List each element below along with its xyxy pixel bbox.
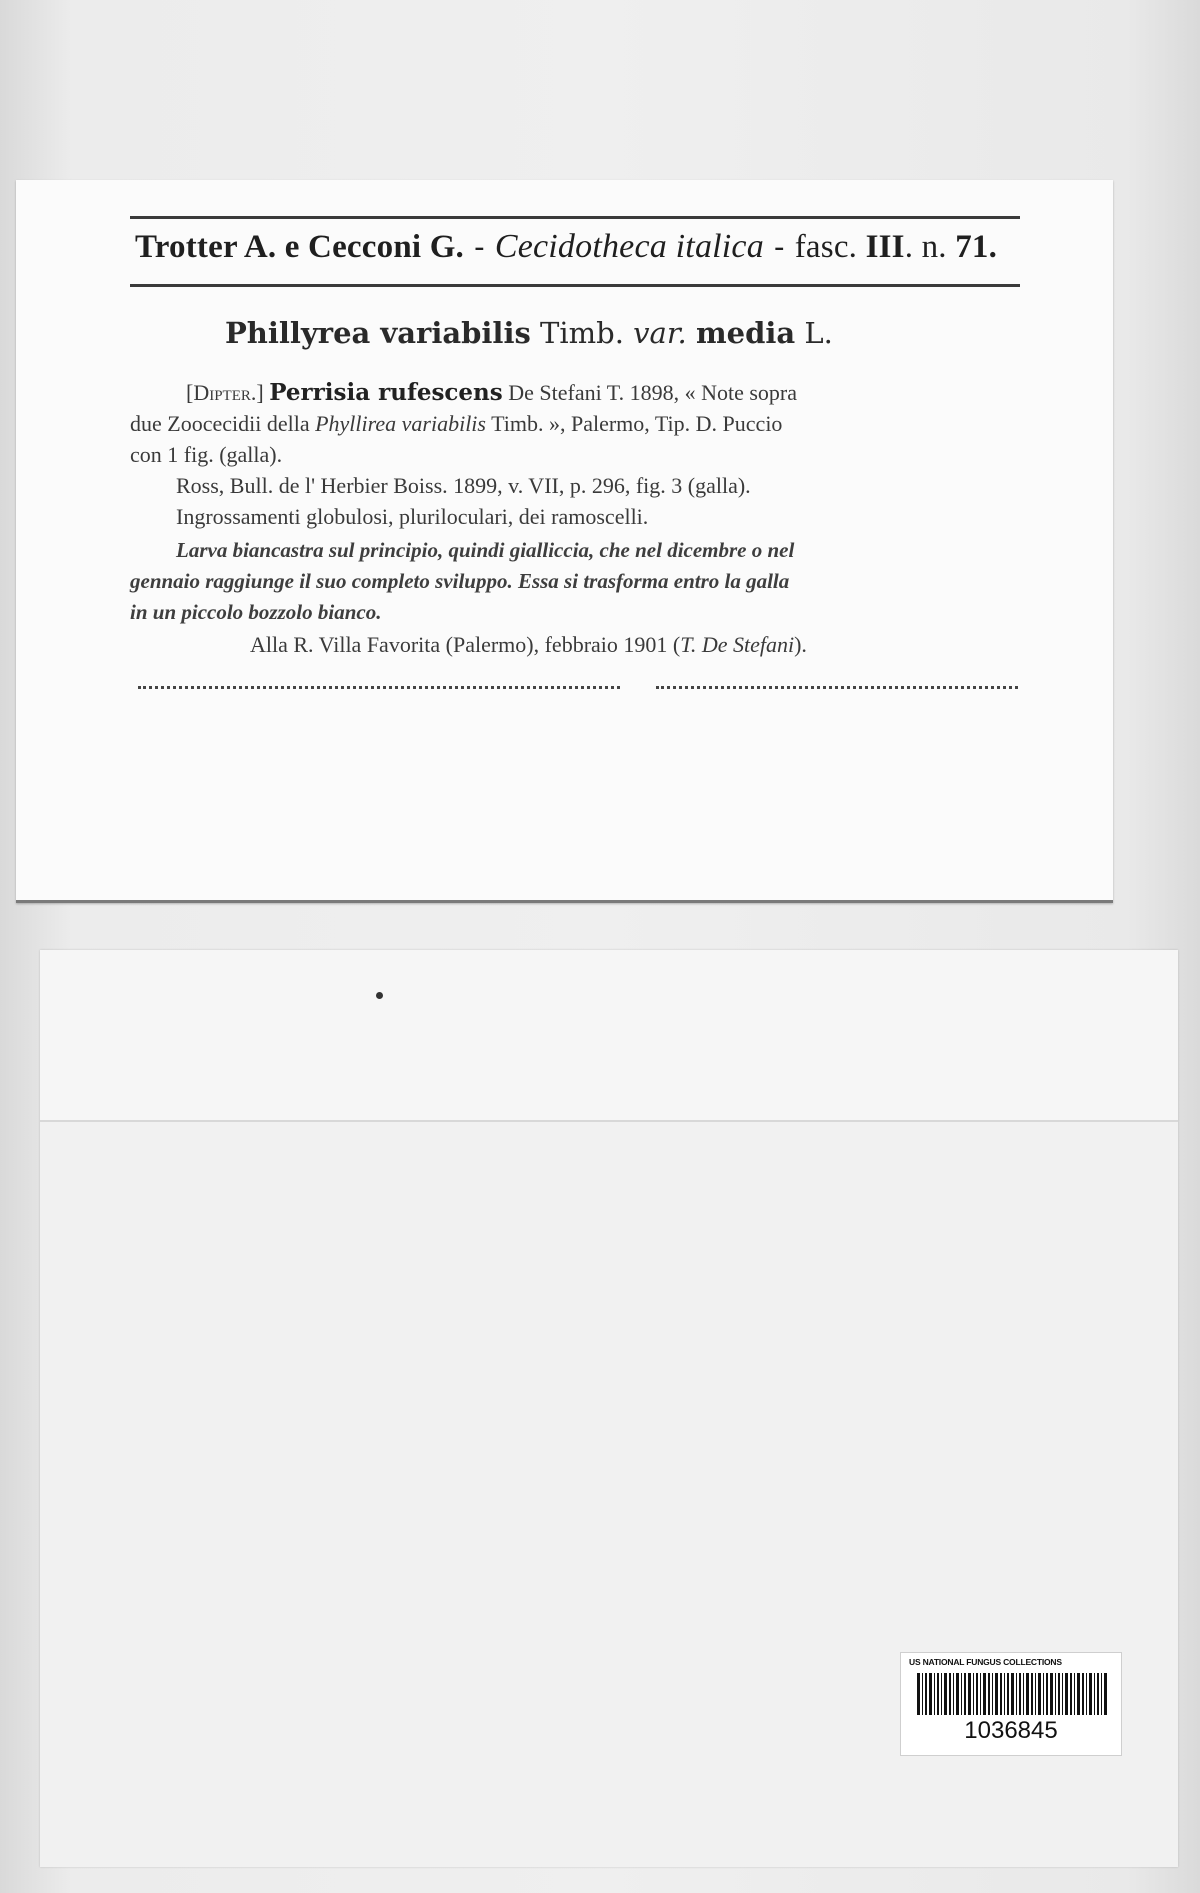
citation-text: Timb. », Palermo, Tip. D. Puccio	[485, 411, 783, 436]
label-line-7: gennaio raggiunge il suo completo sviluppo. Essa si trasforma entro la galla	[130, 569, 790, 593]
dotted-line-left	[138, 686, 620, 689]
var-abbreviation: var.	[633, 316, 687, 350]
barcode-number: 1036845	[964, 1717, 1058, 1744]
citation-italic: Phyllirea variabilis	[315, 411, 486, 436]
collector-name: T. De Stefani	[680, 632, 795, 657]
insect-order: [Dipter.]	[186, 380, 264, 405]
gall-maker-species: Perrisia rufescens	[269, 379, 503, 406]
label-line-8: in un piccolo bozzolo bianco.	[130, 600, 382, 624]
barcode-institution: US NATIONAL FUNGUS COLLECTIONS	[909, 1657, 1062, 1667]
variety-author: L.	[804, 316, 833, 350]
label-line-6: Larva biancastra sul principio, quindi gialliccia, che nel dicembre o nel	[176, 538, 795, 562]
header-separator: -	[763, 229, 795, 265]
fascicle-prefix: fasc.	[794, 229, 866, 265]
label-line-1	[186, 378, 1086, 408]
label-line-4: Ross, Bull. de l' Herbier Boiss. 1899, v. VII, p. 296, fig. 3 (galla).	[176, 473, 751, 498]
locality-date: Alla R. Villa Favorita (Palermo), febbraio 1901 (	[250, 632, 681, 657]
label-line-3: con 1 fig. (galla).	[130, 442, 283, 467]
label-line-9	[250, 630, 1150, 660]
envelope-mark	[376, 992, 383, 999]
host-species: Phillyrea variabilis	[225, 316, 531, 350]
barcode-icon	[917, 1673, 1107, 1715]
collection-authors: Trotter A. e Cecconi G.	[135, 229, 465, 265]
citation-text: due Zoocecidii della	[130, 411, 316, 436]
label-line-5: Ingrossamenti globulosi, pluriloculari, dei ramoscelli.	[176, 504, 649, 529]
host-title	[225, 316, 1025, 350]
dotted-line-right	[656, 686, 1018, 689]
citation-text: De Stefani T. 1898, « Note sopra	[502, 380, 798, 405]
exsiccata-number: 71.	[955, 229, 998, 265]
collection-work-title: Cecidotheca italica	[494, 228, 764, 265]
host-variety: media	[695, 316, 796, 350]
envelope-flap	[40, 950, 1178, 1122]
label-header-rule	[130, 284, 1020, 287]
label-header	[135, 228, 1035, 266]
barcode-label	[900, 1652, 1122, 1756]
number-prefix: . n.	[904, 229, 956, 265]
fascicle-number: III	[865, 229, 905, 265]
label-line-2	[130, 409, 1030, 439]
locality-date: ).	[794, 632, 807, 657]
header-separator: -	[464, 229, 495, 265]
label-top-rule	[130, 216, 1020, 219]
host-author: Timb.	[540, 316, 624, 350]
